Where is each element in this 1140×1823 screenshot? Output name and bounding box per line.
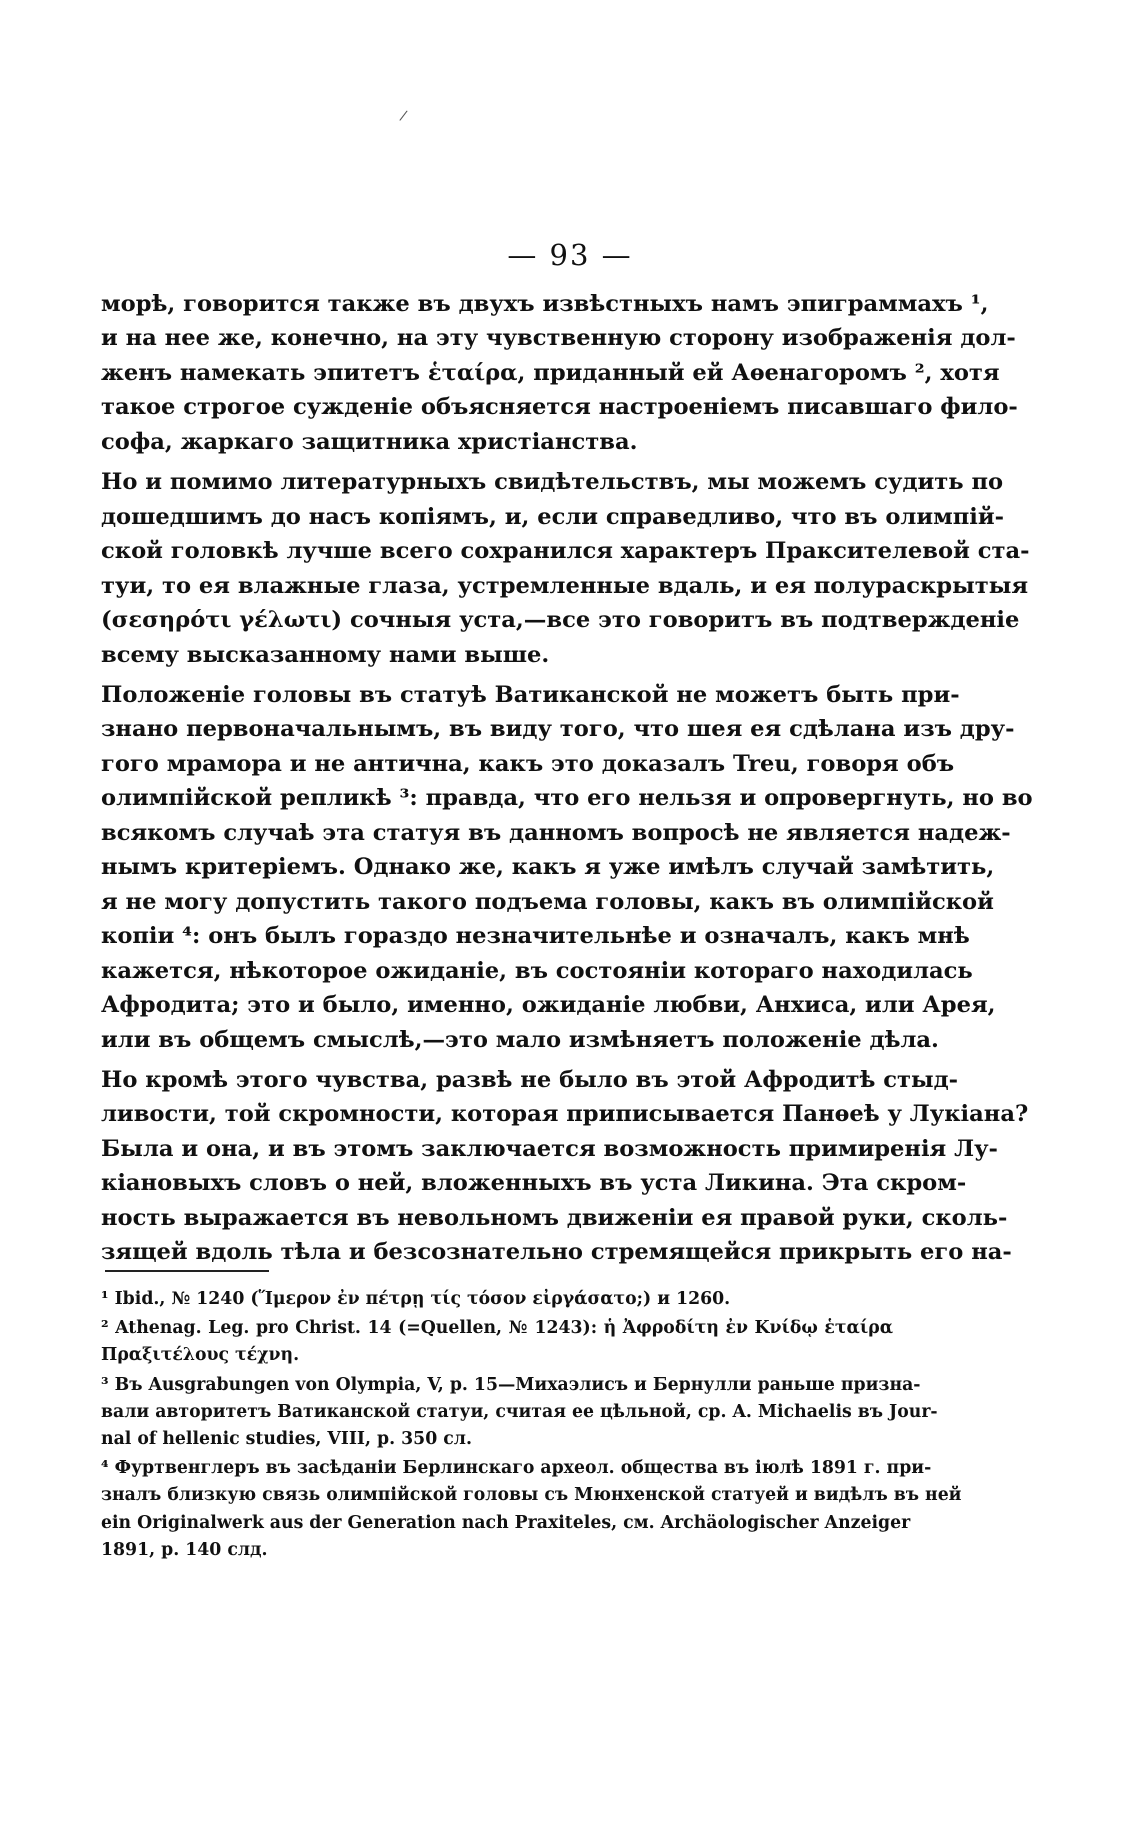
text-line: и на нее же, конечно, на эту чувственную сторону изображенія дол- [101,325,1016,352]
text-line: ливости, той скромности, которая приписывается Панѳеѣ у Лукіана? [101,1101,1029,1128]
text-line: Но и помимо литературныхъ свидѣтельствъ, мы можемъ судить по [101,469,1004,496]
text-line: знано первоначальнымъ, въ виду того, что шея ея сдѣлана изъ дру- [101,716,1015,743]
footnotes [101,1286,962,1566]
footnote-separator [105,1270,269,1272]
footnote-line: ⁴ Фуртвенглеръ въ засѣданіи Берлинскаго археол. общества въ іюлѣ 1891 г. при- [101,1458,932,1479]
text-line: Афродита; это и было, именно, ожиданіе любви, Анхиса, или Арея, [101,992,996,1019]
text-line: дошедшимъ до насъ копіямъ, и, если справедливо, что въ олимпій- [101,503,1004,530]
text-line: копіи ⁴: онъ былъ гораздо незначительнѣе и означалъ, какъ мнѣ [101,923,970,950]
paragraph [101,1063,1029,1270]
footnote-1 [101,1286,893,1313]
footnote-line: ¹ Ibid., № 1240 (Ἵμερον ἐν πέτρῃ τίς τόσον εἰργάσατο;) и 1260. [101,1289,731,1309]
text-line: женъ намекать эпитетъ ἑταίρα, приданный ей Аѳенагоромъ ², хотя [101,359,1000,386]
text-line: зящей вдоль тѣла и безсознательно стремящейся прикрыть его на- [101,1239,1012,1266]
text-line: (σεσηρότι γέλωτι) сочныя уста,—все это говоритъ въ подтвержденіе [101,607,1020,634]
text-line: такое строгое сужденіе объясняется настроеніемъ писавшаго фило- [101,394,1018,421]
footnote-3 [101,1372,938,1454]
text-line: морѣ, говорится также въ двухъ извѣстныхъ намъ эпиграммахъ ¹, [101,291,989,317]
text-line: софа, жаркаго защитника христіанства. [101,428,638,455]
footnote-line: зналъ близкую связь олимпійской головы съ Мюнхенской статуей и видѣлъ въ ней [101,1485,962,1506]
footnote-line: ³ Въ Ausgrabungen von Olympia, V, p. 15—Михаэлисъ и Бернулли раньше призна- [101,1374,921,1395]
text-line: Положеніе головы въ статуѣ Ватиканской не можетъ быть при- [101,681,960,708]
text-line: олимпійской репликѣ ³: правда, что его нельзя и опровергнуть, но во [101,785,1033,812]
main-text [101,287,1033,1270]
text-line: я не могу допустить такого подъема головы, какъ въ олимпійской [101,888,994,915]
text-line: кажется, нѣкоторое ожиданіе, въ состояніи котораго находилась [101,957,973,984]
text-line: нымъ критеріемъ. Однако же, какъ я уже имѣлъ случай замѣтить, [101,854,995,881]
text-line: кіановыхъ словъ о ней, вложенныхъ въ уста Ликина. Эта скром- [101,1170,967,1197]
text-line: всему высказанному нами выше. [101,641,550,668]
text-line: ность выражается въ невольномъ движеніи ея правой руки, сколь- [101,1204,1008,1231]
paragraph [101,678,1033,1057]
footnote-line: 1891, p. 140 слд. [101,1539,268,1560]
footnote-line: ² Athenag. Leg. pro Christ. 14 (=Quellen, № 1243): ἡ Ἀφροδίτη ἐν Κνίδῳ ἑταίρα [101,1318,893,1339]
text-line: гого мрамора и не антична, какъ это доказалъ Treu, говоря объ [101,750,955,777]
footnote-line: вали авторитетъ Ватиканской статуи, считая ее цѣльной, ср. A. Michaelis въ Jour- [101,1401,938,1422]
text-line: или въ общемъ смыслѣ,—это мало измѣняетъ положеніе дѣла. [101,1026,939,1053]
text-line: ской головкѣ лучше всего сохранился характеръ Праксителевой ста- [101,538,1030,565]
paragraph [101,287,1018,459]
text-line: Но кромѣ этого чувства, развѣ не было въ этой Афродитѣ стыд- [101,1066,959,1093]
footnote-4 [101,1455,962,1564]
footnote-line: Πραξιτέλους τέχνη. [101,1345,300,1366]
text-line: Была и она, и въ этомъ заключается возможность примиренія Лу- [101,1135,998,1162]
text-line: туи, то ея влажные глаза, устремленные вдаль, и ея полураскрытыя [101,572,1029,599]
footnote-line: nal of hellenic studies, VIII, p. 350 сл. [101,1429,472,1450]
stray-mark: / [398,107,409,125]
paragraph [101,465,1030,672]
text-line: всякомъ случаѣ эта статуя въ данномъ вопросѣ не является надеж- [101,819,1011,846]
footnote-line: ein Originalwerk aus der Generation nach Praxiteles, см. Archäologischer Anzeiger [101,1512,911,1533]
page-number: — 93 — [507,238,633,272]
footnote-2 [101,1315,893,1369]
